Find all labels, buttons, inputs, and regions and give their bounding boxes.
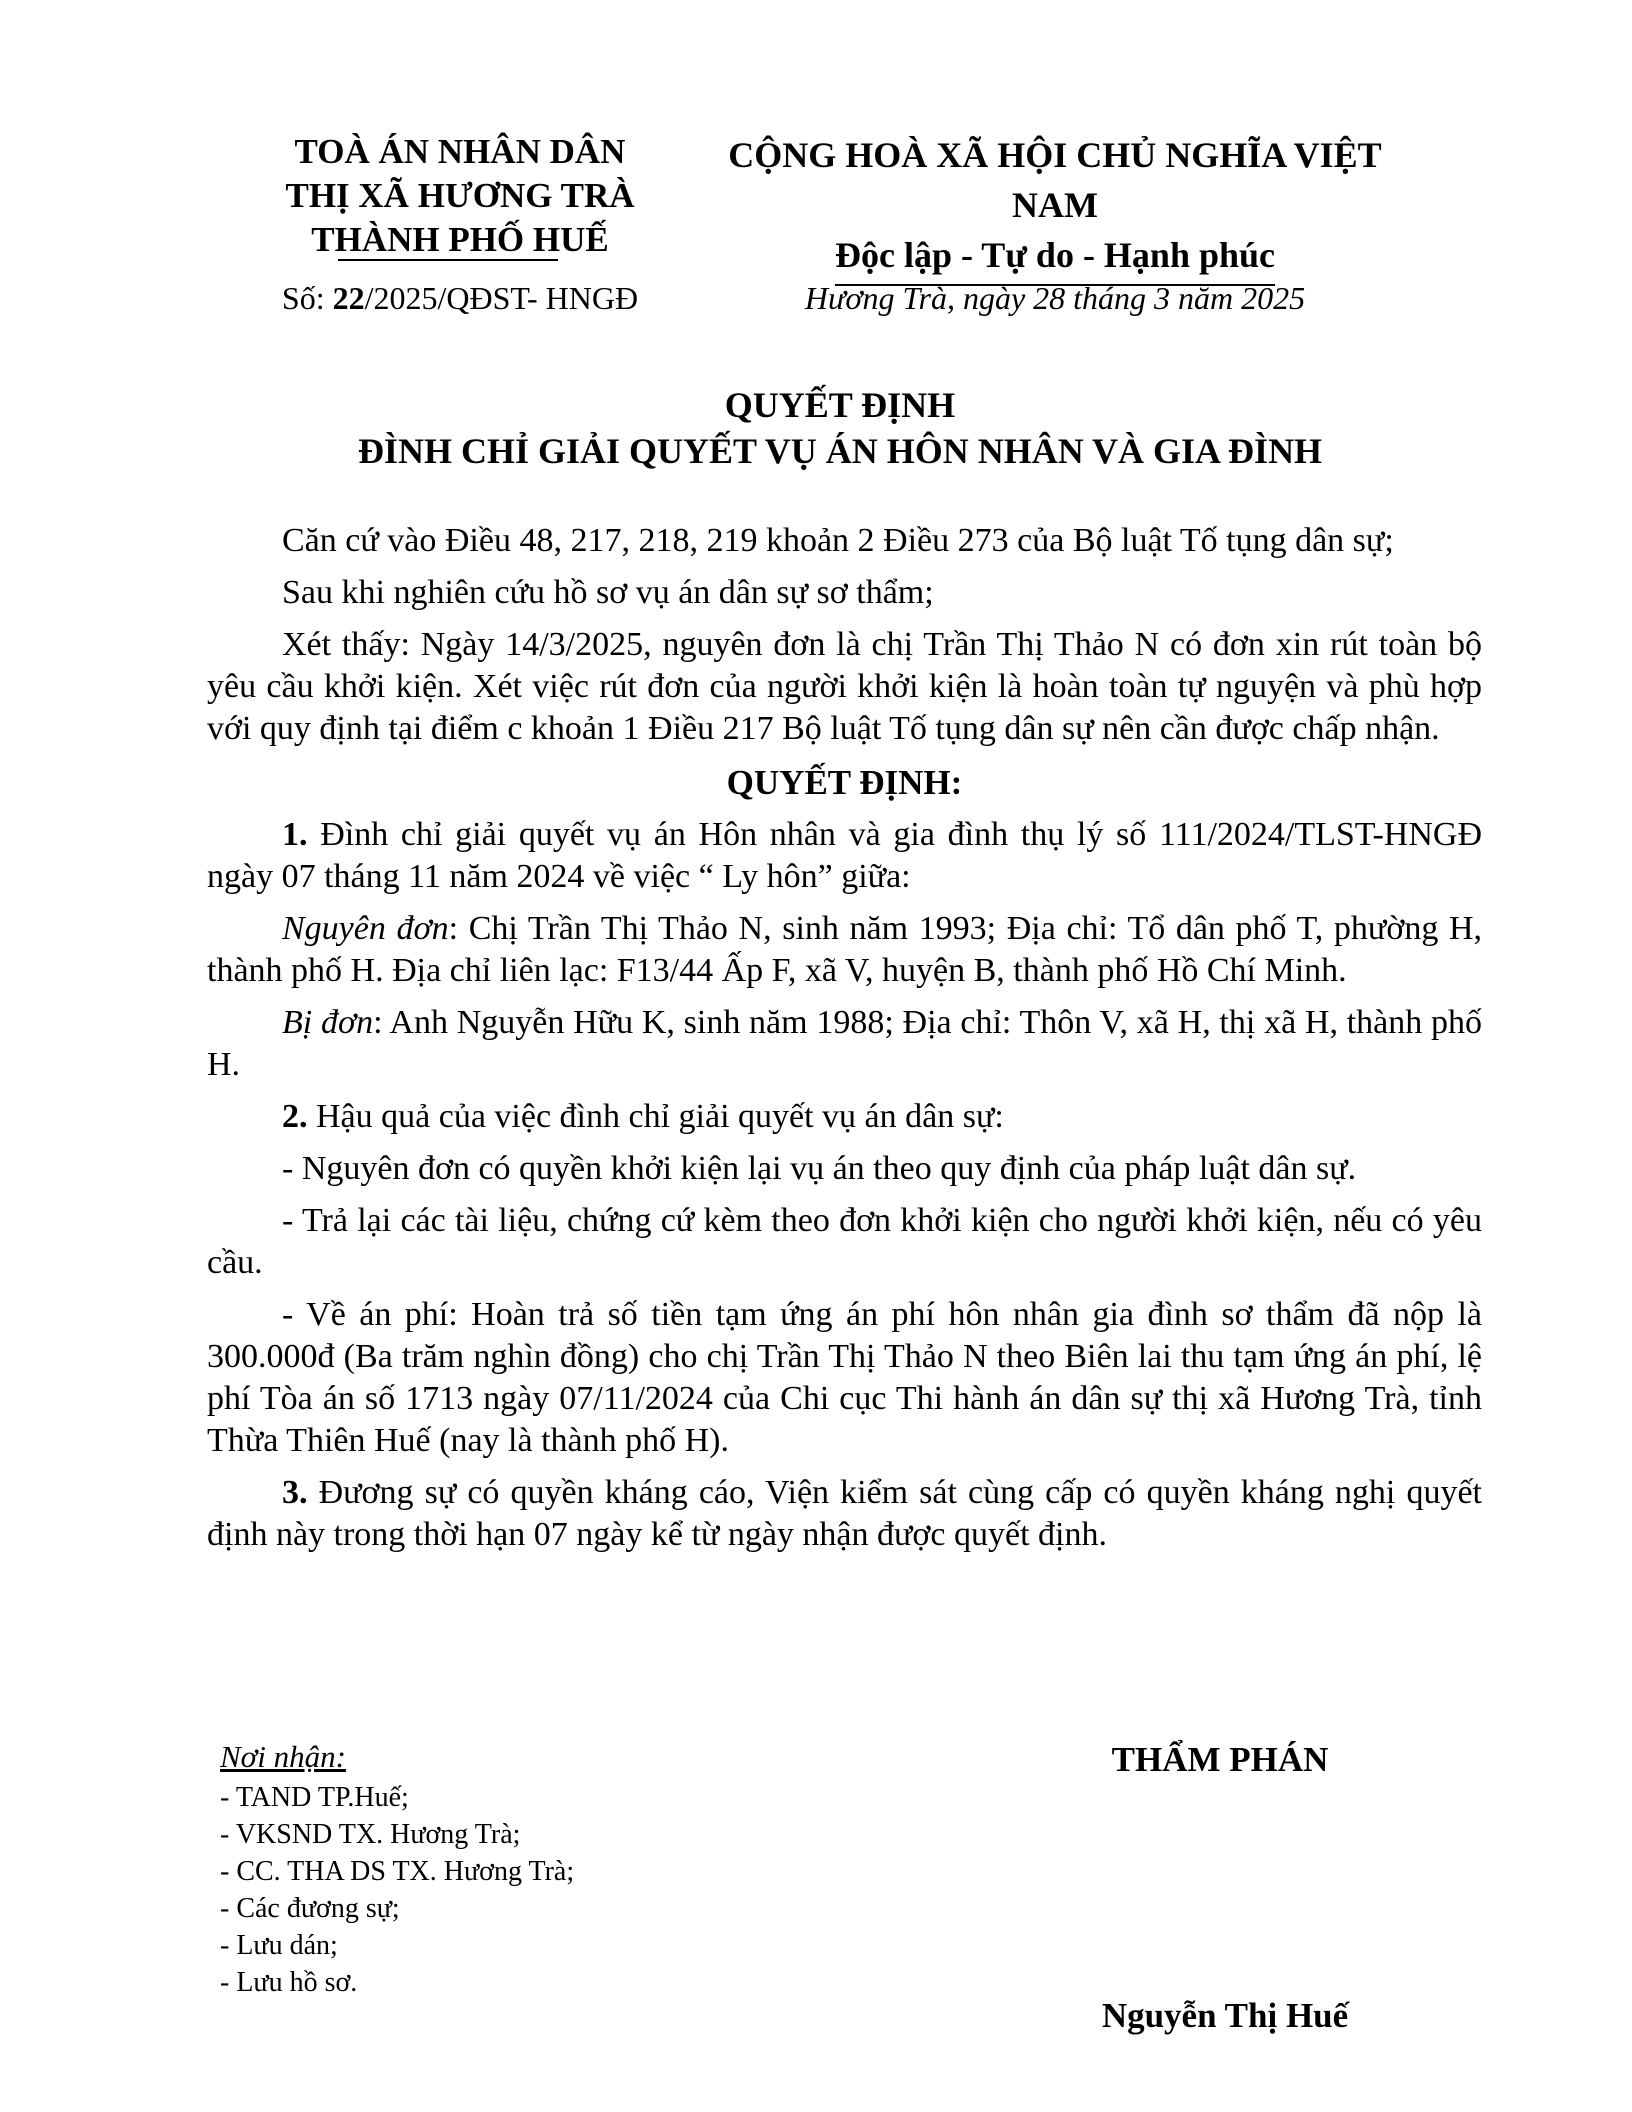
legal-basis: Căn cứ vào Điều 48, 217, 218, 219 khoản 2 Điều 273 của Bộ luật Tố tụng dân sự; (282, 522, 1394, 559)
review-statement: Sau khi nghiên cứu hồ sơ vụ án dân sự sơ thẩm; (282, 574, 934, 611)
recipients-list (220, 1779, 780, 2001)
finding-paragraph: Xét thấy: Ngày 14/3/2025, nguyên đơn là chị Trần Thị Thảo N có đơn xin rút toàn bộ yêu cầu khởi kiện. Xét việc rút đơn của người khởi kiện là hoàn toàn tự nguyện và phù hợp với quy định tại điểm c khoản 1 Điều 217 Bộ luật Tố tụng dân sự nên cần được chấp nhận. (207, 626, 1482, 747)
title-line-1: QUYẾT ĐỊNH (724, 385, 956, 425)
recipient-item: - CC. THA DS TX. Hương Trà; (220, 1856, 575, 1887)
court-divider (338, 259, 558, 261)
document-date: Hương Trà, ngày 28 tháng 3 năm 2025 (804, 280, 1306, 316)
document-title (180, 382, 1500, 474)
recipients (220, 1738, 780, 2001)
consequence-3: - Về án phí: Hoàn trả số tiền tạm ứng án phí hôn nhân gia đình sơ thẩm đã nộp là 300.000đ (Ba trăm nghìn đồng) cho chị Trần Thị Thảo N theo Biên lai thu tạm ứng án phí, lệ phí Tòa án số 1713 ngày 07/11/2024 của Chi cục Thi hành án dân sự thị xã Hương Trà, tỉnh Thừa Thiên Huế (nay là thành phố H). (207, 1296, 1482, 1459)
title-line-2: ĐÌNH CHỈ GIẢI QUYẾT VỤ ÁN HÔN NHÂN VÀ GIA ĐÌNH (357, 431, 1323, 471)
national-motto: Độc lập - Tự do - Hạnh phúc (835, 230, 1275, 286)
recipient-item: - Các đương sự; (220, 1893, 400, 1924)
defendant-text: : Anh Nguyễn Hữu K, sinh năm 1988; Địa chỉ: Thôn V, xã H, thị xã H, thành phố H. (207, 1004, 1482, 1083)
decision-item-1 (207, 814, 1482, 898)
document-body (207, 520, 1482, 1566)
item-number: 3. (282, 1474, 308, 1511)
court-line: THỊ XÃ HƯƠNG TRÀ (285, 176, 635, 215)
plaintiff-info (207, 908, 1482, 992)
item-number: 1. (282, 816, 308, 853)
defendant-label: Bị đơn (282, 1004, 374, 1041)
decision-item-3 (207, 1472, 1482, 1556)
recipients-heading: Nơi nhận: (220, 1739, 346, 1774)
consequence-2: - Trả lại các tài liệu, chứng cứ kèm theo đơn khởi kiện cho người khởi kiện, nếu có yêu cầu. (207, 1202, 1482, 1281)
plaintiff-label: Nguyên đơn (282, 910, 449, 947)
signer-title: THẨM PHÁN (1111, 1740, 1329, 1779)
court-name (230, 130, 690, 262)
item-number: 2. (282, 1098, 308, 1135)
doc-number-value: 22 (332, 280, 365, 316)
document-number (230, 278, 690, 318)
decision-heading: QUYẾT ĐỊNH: (726, 763, 963, 802)
plaintiff-text: : Chị Trần Thị Thảo N, sinh năm 1993; Địa chỉ: Tổ dân phố T, phường H, thành phố H. Địa chỉ liên lạc: F13/44 Ấp F, xã V, huyện B, thành phố Hồ Chí Minh. (207, 910, 1482, 989)
recipient-item: - Lưu dán; (220, 1930, 338, 1961)
recipient-item: - VKSND TX. Hương Trà; (220, 1819, 521, 1850)
national-heading (690, 130, 1420, 286)
court-line: TOÀ ÁN NHÂN DÂN (294, 132, 626, 171)
consequence-1: - Nguyên đơn có quyền khởi kiện lại vụ án theo quy định của pháp luật dân sự. (282, 1150, 1357, 1187)
signer-name: Nguyễn Thị Huế (1101, 1996, 1349, 2035)
item-text: Đương sự có quyền kháng cáo, Viện kiểm sát cùng cấp có quyền kháng nghị quyết định này trong thời hạn 07 ngày kể từ ngày nhận được quyết định. (207, 1474, 1482, 1553)
recipient-item: - Lưu hồ sơ. (220, 1967, 358, 1998)
item-text: Đình chỉ giải quyết vụ án Hôn nhân và gia đình thụ lý số 111/2024/TLST-HNGĐ ngày 07 tháng 11 năm 2024 về việc “ Ly hôn” giữa: (207, 816, 1482, 895)
defendant-info (207, 1002, 1482, 1086)
nation-name: CỘNG HOÀ XÃ HỘI CHỦ NGHĨA VIỆT NAM (728, 135, 1382, 225)
doc-number-prefix: Số: (281, 280, 333, 316)
court-line: THÀNH PHỐ HUẾ (311, 220, 609, 259)
item-text: Hậu quả của việc đình chỉ giải quyết vụ án dân sự: (307, 1098, 1004, 1135)
doc-number-suffix: /2025/QĐST- HNGĐ (364, 280, 639, 316)
recipient-item: - TAND TP.Huế; (220, 1782, 409, 1813)
decision-item-2 (207, 1096, 1482, 1138)
